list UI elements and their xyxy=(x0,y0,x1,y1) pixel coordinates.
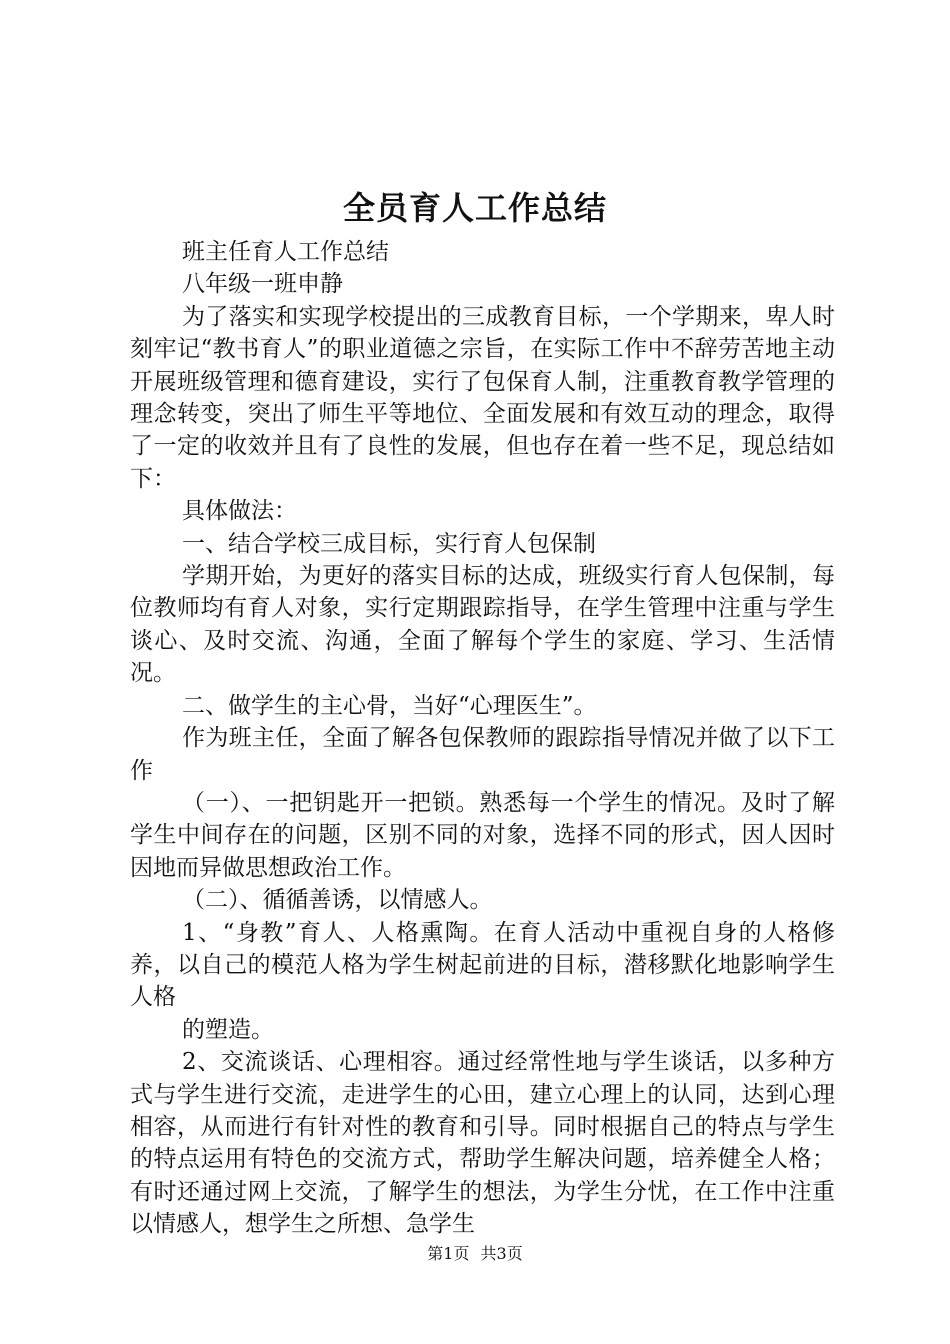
paragraph-section-2-heading: 二、做学生的主心骨，当好“心理医生”。 xyxy=(182,692,597,719)
paragraph-methods-heading: 具体做法： xyxy=(182,498,297,525)
document-title: 全员育人工作总结 xyxy=(342,189,607,227)
paragraph-author: 八年级一班申静 xyxy=(182,271,343,298)
page-number: 第1页 xyxy=(427,1244,470,1263)
paragraph-item-2: （二）、循循善诱，以情感人。 xyxy=(182,887,493,914)
paragraph-item-1: （一）、一把钥匙开一把锁。熟悉每一个学生的情况。及时了解学生中间存在的问题，区别不同的对象，选择不同的形式，因人因时因地而异做思想政治工作。 xyxy=(130,789,835,881)
document-body xyxy=(130,236,835,1241)
paragraph-subtitle: 班主任育人工作总结 xyxy=(182,239,389,265)
paragraph-point-1-cont: 的塑造。 xyxy=(182,1016,274,1043)
paragraph-point-2: 2、交流谈话、心理相容。通过经常性地与学生谈话，以多种方式与学生进行交流，走进学生的心田，建立心理上的认同，达到心理相容，从而进行有针对性的教育和引导。同时根据自己的特点与学生的特点运用有特色的交流方式，帮助学生解决问题，培养健全人格；有时还通过网上交流，了解学生的想法，为学生分忧，在工作中注重以情感人，想学生之所想、急学生 xyxy=(130,1049,835,1238)
paragraph-section-1-body: 学期开始，为更好的落实目标的达成，班级实行育人包保制，每位教师均有育人对象，实行定期跟踪指导，在学生管理中注重与学生谈心、及时交流、沟通，全面了解每个学生的家庭、学习、生活情况。 xyxy=(130,563,835,687)
paragraph-section-1-heading: 一、结合学校三成目标，实行育人包保制 xyxy=(182,530,596,557)
paragraph-section-2-body: 作为班主任，全面了解各包保教师的跟踪指导情况并做了以下工作 xyxy=(130,725,835,784)
paragraph-intro: 为了落实和实现学校提出的三成教育目标，一个学期来，卑人时刻牢记“教书育人”的职业道德之宗旨，在实际工作中不辞劳苦地主动开展班级管理和德育建设，实行了包保育人制，注重教育教学管理的理念转变，突出了师生平等地位、全面发展和有效互动的理念，取得了一定的收效并且有了良性的发展，但也存在着一些不足，现总结如下： xyxy=(130,303,835,492)
page-footer xyxy=(0,1242,950,1266)
page-total: 共3页 xyxy=(480,1244,523,1263)
paragraph-point-1: 1、“身教”育人、人格熏陶。在育人活动中重视自身的人格修养，以自己的模范人格为学生树起前进的目标，潜移默化地影响学生人格 xyxy=(130,919,835,1011)
